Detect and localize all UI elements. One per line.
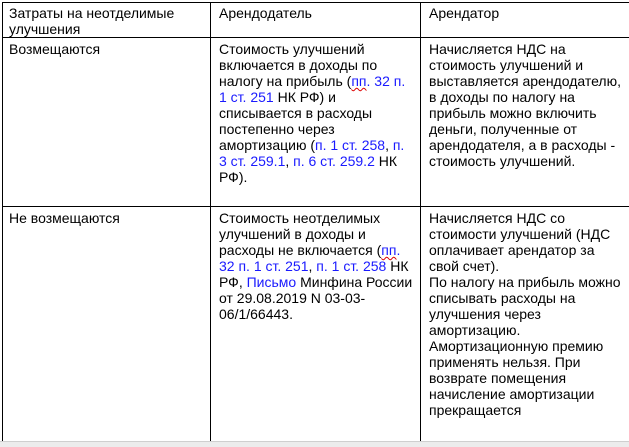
header-landlord: Арендодатель — [211, 3, 421, 38]
law-link[interactable]: п. 6 ст. 259.2 — [293, 153, 375, 169]
landlord-cell — [211, 38, 421, 207]
text: НК РФ). — [219, 153, 397, 185]
table-row-reimbursed — [3, 38, 629, 207]
table-row-not-reimbursed — [3, 207, 629, 444]
condition-cell: Возмещаются — [3, 38, 211, 207]
link-part: пп — [381, 242, 396, 258]
tenant-line: Начисляется НДС со стоимости улучшений (НДС оплачивает арендатор за свой счет). — [429, 210, 624, 274]
tenant-line: Амортизационную премию применять нельзя. При возврате помещения начисление амортизации прекращается — [429, 338, 624, 418]
tenant-cell — [421, 207, 629, 444]
text: , — [309, 258, 317, 274]
law-link[interactable]: п. 1 ст. 258 — [315, 137, 385, 153]
tenant-cell: Начисляется НДС на стоимость улучшений и выставляется арендодателю, в доходы по налогу на прибыль можно включить деньги, полученные от арендодателя, а в расходы - стоимость улучшений. — [421, 38, 629, 207]
landlord-cell — [211, 207, 421, 444]
law-link[interactable]: п. 1 ст. 258 — [316, 258, 386, 274]
text: Стоимость неотделимых улучшений в доходы и расходы не включается ( — [219, 210, 381, 258]
improvements-tax-table — [2, 2, 629, 444]
header-tenant: Арендатор — [421, 3, 629, 38]
condition-cell: Не возмещаются — [3, 207, 211, 444]
text: , — [285, 153, 293, 169]
text: , — [385, 137, 393, 153]
link-part: пп — [351, 73, 366, 89]
link-part: . 32 п. 1 ст. 251 — [219, 73, 405, 105]
text: Стоимость улучшений включается в доходы по налогу на прибыль ( — [219, 41, 377, 89]
letter-link[interactable]: Письмо — [247, 274, 297, 290]
text: НК РФ, — [219, 258, 408, 290]
text: НК РФ) и списывается в расходы постепенно через амортизацию ( — [219, 89, 372, 153]
tenant-line: По налогу на прибыль можно списывать расходы на улучшения через амортизацию. — [429, 274, 624, 338]
text: Минфина России от 29.08.2019 N 03-03-06/1/66443. — [219, 274, 412, 322]
link-part: . 32 п. 1 ст. 251 — [219, 242, 400, 274]
window-bottom-edge — [0, 441, 629, 447]
header-row — [3, 3, 629, 38]
law-link[interactable]: п. 3 ст. 259.1 — [219, 137, 404, 169]
header-costs: Затраты на неотделимые улучшения — [3, 3, 211, 38]
